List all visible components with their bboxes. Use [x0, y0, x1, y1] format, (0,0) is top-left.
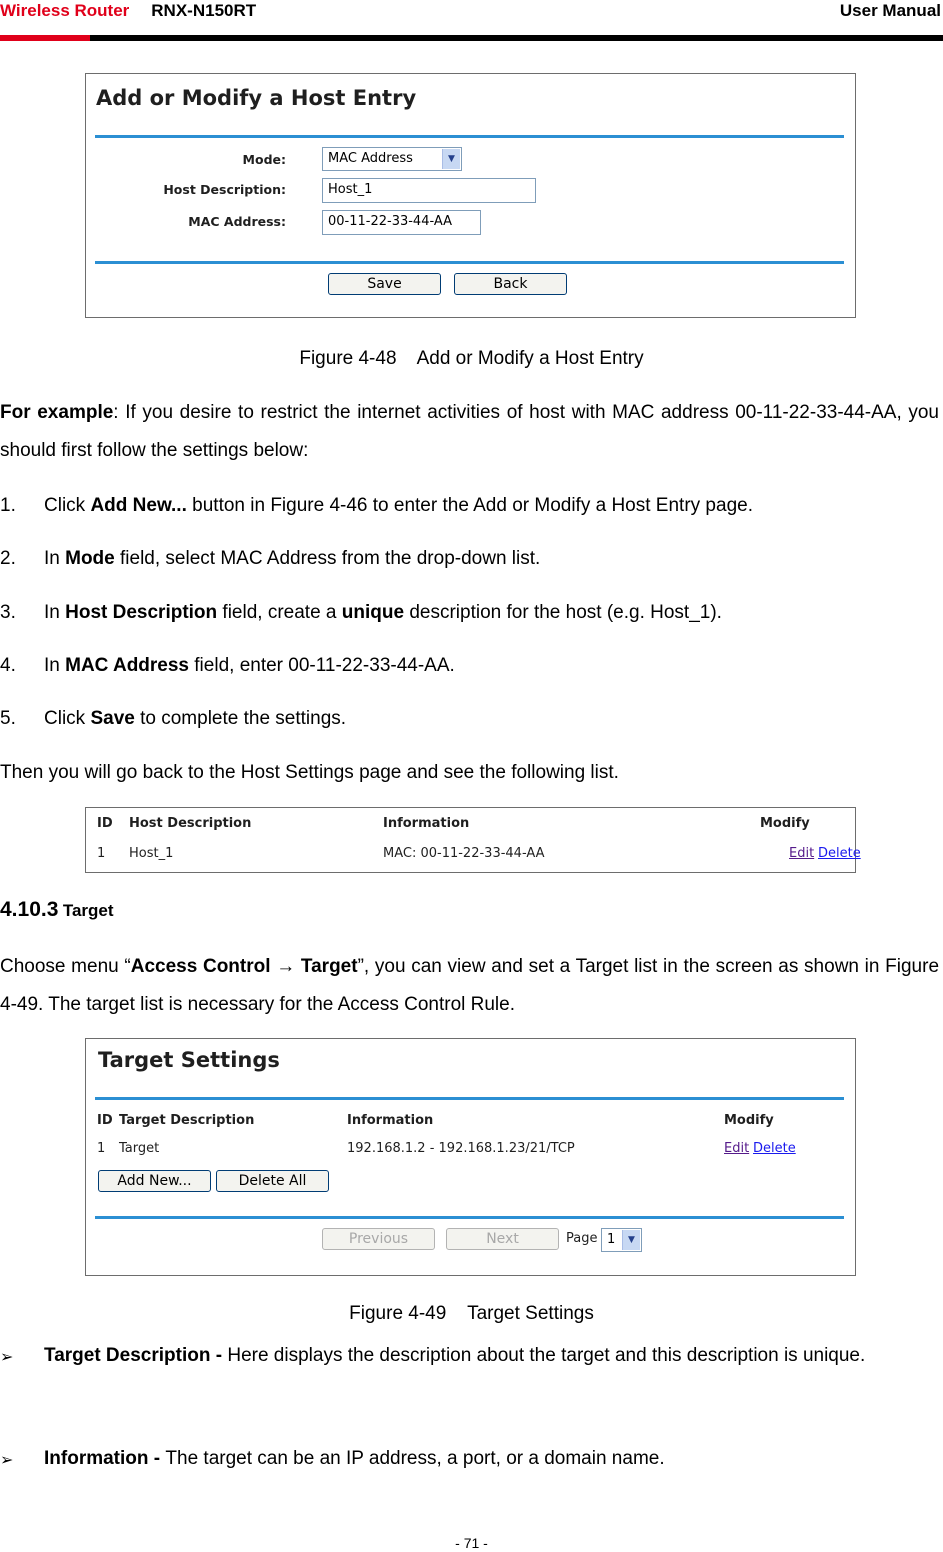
mac-address-label: MAC Address: [188, 214, 286, 229]
page-number: - 71 - [455, 1535, 488, 1551]
target-row-id: 1 [97, 1141, 106, 1156]
section-title: Target [62, 901, 114, 920]
list-divider [95, 1216, 844, 1219]
col-header-target-description: Target Description [119, 1113, 255, 1128]
chevron-down-icon[interactable]: ▼ [442, 149, 460, 169]
page-label: Page [566, 1231, 598, 1246]
target-row-information: 192.168.1.2 - 192.168.1.23/21/TCP [347, 1141, 575, 1156]
target-row-description: Target [119, 1141, 160, 1156]
step-4-text: In MAC Address field, enter 00-11-22-33-44-AA. [44, 655, 455, 676]
page-header [0, 0, 943, 42]
step-5-number: 5. [0, 708, 16, 729]
bullet-target-description: Target Description - Here displays the description about the target and this description is unique. [44, 1345, 866, 1366]
mode-select[interactable] [322, 147, 462, 171]
host-row-description: Host_1 [129, 846, 174, 861]
mac-address-input[interactable]: 00-11-22-33-44-AA [322, 210, 481, 235]
form-divider [95, 261, 844, 264]
figure-49-caption: Figure 4-49 Target Settings [349, 1303, 594, 1324]
mode-select-value: MAC Address [328, 151, 413, 166]
step-3-text: In Host Description field, create a unique description for the host (e.g. Host_1). [44, 602, 722, 623]
col-header-id: ID [97, 816, 113, 831]
header-model: RNX-N150RT [151, 1, 257, 20]
add-new-button[interactable]: Add New... [98, 1170, 211, 1192]
step-3-number: 3. [0, 602, 16, 623]
page-select-value: 1 [607, 1232, 616, 1247]
col-header-information: Information [347, 1113, 434, 1128]
col-header-modify: Modify [724, 1113, 774, 1128]
bullet-information: Information - The target can be an IP address, a port, or a domain name. [44, 1448, 665, 1469]
target-settings-panel [85, 1038, 856, 1276]
title-divider [95, 135, 844, 138]
bullet-arrow-icon: ➢ [0, 1452, 14, 1469]
host-row-delete-link[interactable]: Delete [818, 846, 861, 861]
choose-paragraph: Choose menu “Access Control → Target”, you can view and set a Target list in the screen as shown in Figure 4-49. The target list is necessary for the Access Control Rule. [0, 956, 940, 1015]
host-list-panel [85, 807, 861, 873]
title-divider [95, 1097, 844, 1100]
header-manual: User Manual [839, 1, 941, 20]
col-header-id: ID [97, 1113, 113, 1128]
section-number: 4.10.3 [0, 898, 59, 921]
host-row-information: MAC: 00-11-22-33-44-AA [383, 846, 545, 861]
host-entry-panel [85, 73, 856, 318]
figure-48-caption: Figure 4-48 Add or Modify a Host Entry [299, 348, 644, 369]
section-heading [0, 898, 114, 922]
example-paragraph [0, 394, 939, 470]
save-button[interactable]: Save [328, 273, 441, 295]
col-header-information: Information [383, 816, 470, 831]
page-select[interactable] [601, 1228, 642, 1252]
header-rule-black [90, 35, 943, 41]
header-brand: Wireless Router [0, 1, 130, 20]
step-1-text: Click Add New... button in Figure 4-46 to enter the Add or Modify a Host Entry page. [44, 495, 753, 516]
target-row-edit-link[interactable]: Edit [724, 1141, 750, 1156]
target-row-delete-link[interactable]: Delete [753, 1141, 796, 1156]
panel-title: Add or Modify a Host Entry [96, 86, 417, 110]
step-2-text: In Mode field, select MAC Address from the drop-down list. [44, 548, 541, 569]
bullet-arrow-icon: ➢ [0, 1349, 14, 1366]
mode-label: Mode: [242, 152, 286, 167]
example-text: : If you desire to restrict the internet activities of host with MAC address 00-11-22-33-44-AA, you should first follow the settings below: [0, 402, 940, 461]
host-description-input[interactable]: Host_1 [322, 178, 536, 203]
host-description-label: Host Description: [163, 182, 286, 197]
step-4-number: 4. [0, 655, 16, 676]
host-row-id: 1 [97, 846, 106, 861]
then-paragraph: Then you will go back to the Host Settings page and see the following list. [0, 762, 619, 783]
example-lead: For example [0, 402, 114, 423]
previous-button[interactable]: Previous [322, 1228, 435, 1250]
next-button[interactable]: Next [446, 1228, 559, 1250]
delete-all-button[interactable]: Delete All [216, 1170, 329, 1192]
panel-title: Target Settings [98, 1048, 280, 1072]
col-header-modify: Modify [760, 816, 810, 831]
header-rule-red [0, 35, 90, 41]
step-1-number: 1. [0, 495, 16, 516]
step-5-text: Click Save to complete the settings. [44, 708, 347, 729]
host-row-edit-link[interactable]: Edit [789, 846, 815, 861]
header-left [0, 0, 256, 22]
step-2-number: 2. [0, 548, 16, 569]
chevron-down-icon[interactable]: ▼ [622, 1230, 640, 1250]
col-header-host-description: Host Description [129, 816, 252, 831]
back-button[interactable]: Back [454, 273, 567, 295]
